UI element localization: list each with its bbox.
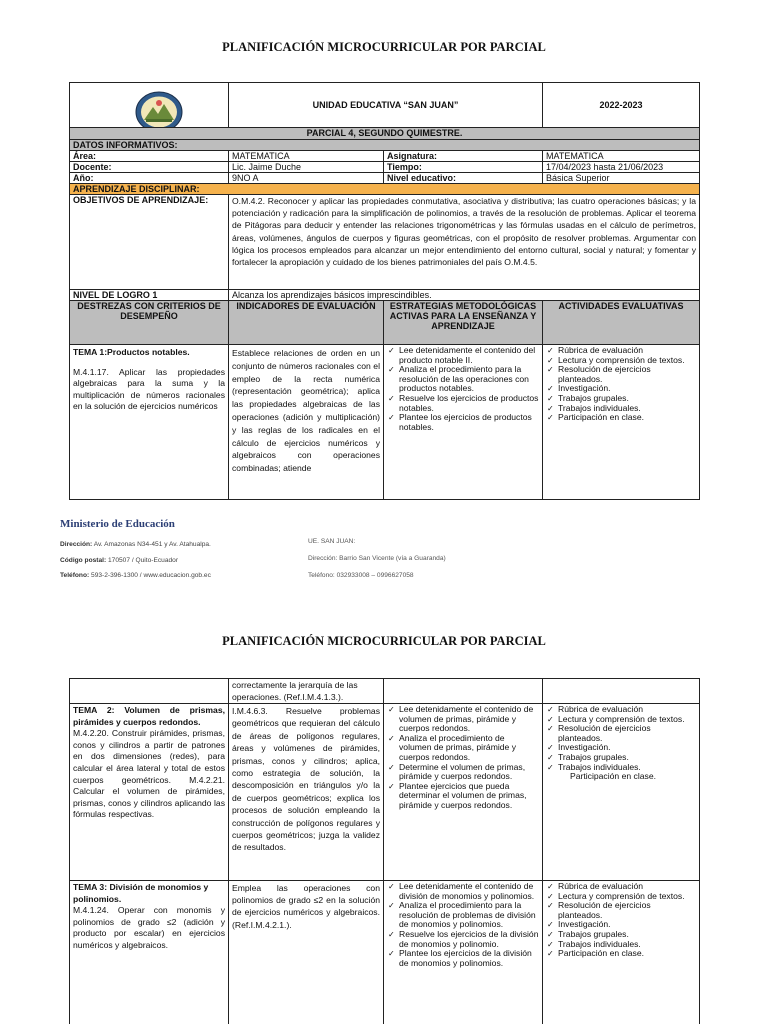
continuation-empty-4 xyxy=(543,679,700,704)
check-mark-icon: ✓ xyxy=(388,762,395,772)
col-destrezas: DESTREZAS CON CRITERIOS DE DESEMPEÑO xyxy=(70,301,229,345)
tema1-title: TEMA 1:Productos notables. xyxy=(73,347,190,357)
logro-label: NIVEL DE LOGRO 1 xyxy=(70,290,229,301)
list-item xyxy=(388,732,539,763)
nivel-label: Nivel educativo: xyxy=(384,173,543,184)
tema3-activities-list xyxy=(546,882,696,959)
tema2-activities xyxy=(543,704,700,881)
check-mark-icon: ✓ xyxy=(547,393,554,403)
check-mark-icon: ✓ xyxy=(547,355,554,365)
list-item xyxy=(547,761,696,773)
tema2-activities-list xyxy=(546,705,696,772)
tema2-indicator: I.M.4.6.3. Resuelve problemas geométricos que requieran del cálculo de áreas de polígonos regulares, áreas y volúmenes de pirámides, prismas, conos y cilindros; aplica, como estrategia de solución, la descomposición en triángulos y/o la de cuerpos geométricos; explica los procesos de solución empleando la construcción de polígonos regulares y cuerpos geométricos; juzga la validez de resultados. xyxy=(229,704,384,881)
school-contact-address: Dirección: Barrio San Vicente (vía a Guaranda) xyxy=(308,555,446,562)
tema3-strategies-list xyxy=(387,882,539,968)
list-item xyxy=(388,392,539,413)
list-item-text: Rúbrica de evaluación xyxy=(558,704,644,714)
tema3-skill-cell xyxy=(70,881,229,1024)
check-mark-icon: ✓ xyxy=(388,733,395,743)
list-item xyxy=(388,761,539,782)
list-item-text: Investigación. xyxy=(558,919,611,930)
objetivos-text: O.M.4.2. Reconocer y aplicar las propiedades conmutativa, asociativa y distributiva; las cuatro operaciones básicas; y la potenciación y radicación para la simplificación de polinomios, a través de la resolución de problemas. Aplicar el teorema de Pitágoras para deducir y entender las relaciones trigonométricas y las fórmulas usadas en el cálculo de perímetros, áreas, volúmenes, ángulos de cuerpos y figuras geométricas, con el propósito de resolver problemas. Argumentar con lógica los procesos empleados para alcanzar un mejor entendimiento del entorno cultural, social y natural; y fomentar y fortalecer la apropiación y cuidado de los bienes patrimoniales del país O.M.4.5. xyxy=(229,195,700,290)
list-item-text: Resuelve los ejercicios de la división de monomios y polinomio. xyxy=(399,928,539,949)
school-year: 2022-2023 xyxy=(543,83,700,128)
tema1-indicator: Establece relaciones de orden en un conjunto de números racionales con el empleo de la recta numérica (representación geométrica); aplica las propiedades algebraicas de las operaciones (adición y multiplicación) y las reglas de los radicales en el cálculo de ejercicios numéricos y algebraicos con operaciones combinadas; atiende xyxy=(229,345,384,500)
list-item-text: Participación en clase. xyxy=(558,412,644,423)
list-item-text: Determine el volumen de primas, pirámide y cuerpos redondos. xyxy=(399,761,526,782)
list-item xyxy=(388,704,539,734)
page-title: PLANIFICACIÓN MICROCURRICULAR POR PARCIAL xyxy=(222,40,546,54)
tema2-activity-last: Participación en clase. xyxy=(570,771,656,782)
list-item xyxy=(388,881,539,901)
tiempo-value: 17/04/2023 hasta 21/06/2023 xyxy=(543,162,700,173)
list-item-text: Lectura y comprensión de textos. xyxy=(558,354,685,365)
check-mark-icon: ✓ xyxy=(547,939,554,949)
area-value: MATEMATICA xyxy=(229,151,384,162)
check-mark-icon: ✓ xyxy=(388,393,395,403)
list-item xyxy=(388,780,539,811)
list-item xyxy=(388,900,539,930)
list-item-text: Plantee los ejercicios de productos notables. xyxy=(399,412,532,432)
anio-label: Año: xyxy=(70,173,229,184)
tema2-strategies xyxy=(384,704,543,881)
list-item xyxy=(547,723,696,743)
continuation-empty-1 xyxy=(70,679,229,704)
asignatura-label: Asignatura: xyxy=(384,151,543,162)
list-item-text: Lee detenidamente el contenido de división de monomios y polinomios. xyxy=(399,881,535,901)
list-item-text: Trabajos grupales. xyxy=(558,751,629,762)
col-indicadores: INDICADORES DE EVALUACIÓN xyxy=(229,301,384,345)
school-name: UNIDAD EDUCATIVA “SAN JUAN” xyxy=(229,83,543,128)
check-mark-icon: ✓ xyxy=(547,752,554,762)
check-mark-icon: ✓ xyxy=(547,705,554,714)
school-contact xyxy=(308,534,446,583)
list-item-text: Investigación. xyxy=(558,383,611,394)
tema1-skill-cell xyxy=(70,345,229,500)
check-mark-icon: ✓ xyxy=(547,384,554,394)
list-item-text: Analiza el procedimiento de volumen de primas, pirámide y cuerpos redondos. xyxy=(399,732,517,762)
list-item-text: Investigación. xyxy=(558,742,611,753)
list-item xyxy=(547,900,696,920)
list-item xyxy=(547,412,696,423)
list-item-text: Resolución de ejercicios planteados. xyxy=(558,364,651,384)
list-item-text: Participación en clase. xyxy=(558,948,644,959)
list-item xyxy=(388,345,539,365)
check-mark-icon: ✓ xyxy=(547,920,554,930)
check-mark-icon: ✓ xyxy=(388,882,395,891)
check-mark-icon: ✓ xyxy=(547,346,554,355)
tema3-title: TEMA 3: División de monomios y polinomios. xyxy=(73,882,209,904)
col-estrategias: ESTRATEGIAS METODOLÓGICAS ACTIVAS PARA LA ENSEÑANZA Y APRENDIZAJE xyxy=(384,301,543,345)
tema1-strategies-list xyxy=(387,346,539,432)
list-item-text: Trabajos individuales. xyxy=(558,938,641,949)
tema2-skill: M.4.2.20. Construir pirámides, prismas, conos y cilindros a partir de patrones en dos dimensiones (redes), para calcular el área lateral y total de estos cuerpos geométricos. M.4.2.21. Calcular el volumen de pirámides, prismas, conos y cilindros aplicando las fórmulas respectivas. xyxy=(73,728,225,820)
objetivos-label: OBJETIVOS DE APRENDIZAJE: xyxy=(70,195,229,290)
planning-table-page2 xyxy=(69,678,700,1024)
tema2-strategies-list xyxy=(387,705,539,811)
list-item-text: Rúbrica de evaluación xyxy=(558,345,644,355)
list-item-text: Trabajos individuales. xyxy=(558,402,641,413)
list-item xyxy=(547,948,696,959)
asignatura-value: MATEMATICA xyxy=(543,151,700,162)
list-item-text: Rúbrica de evaluación xyxy=(558,881,644,891)
list-item-text: Plantee los ejercicios de la división de monomios y polinomios. xyxy=(399,948,532,968)
school-contact-phone: Teléfono: 032933008 – 0996627058 xyxy=(308,572,414,579)
check-mark-icon: ✓ xyxy=(388,901,395,911)
list-item-text: Analiza el procedimiento para la resolución de las operaciones con productos notables. xyxy=(399,364,529,394)
check-mark-icon: ✓ xyxy=(388,949,395,959)
aprendizaje-heading: APRENDIZAJE DISCIPLINAR: xyxy=(70,184,700,195)
anio-value: 9NO A xyxy=(229,173,384,184)
tema3-indicator: Emplea las operaciones con polinomios de grado ≤2 en la solución de ejercicios numéricos y algebraicos. (Ref.I.M.4.2.1.). xyxy=(229,881,384,1024)
list-item-text: Trabajos grupales. xyxy=(558,392,629,403)
list-item xyxy=(547,364,696,384)
list-item-text: Lee detenidamente el contenido del producto notable II. xyxy=(399,345,536,365)
list-item-text: Plantee ejercicios que pueda determinar el volumen de primas, pirámide y cuerpos redondos. xyxy=(399,780,527,810)
tema1-activities xyxy=(543,345,700,500)
tema3-strategies xyxy=(384,881,543,1024)
check-mark-icon: ✓ xyxy=(388,929,395,939)
list-item-text: Resolución de ejercicios planteados. xyxy=(558,900,651,920)
check-mark-icon: ✓ xyxy=(388,346,395,355)
tema3-skill: M.4.1.24. Operar con monomis y polinomios de grado ≤2 (adición y producto por escalar) en ejercicios numéricos y algebraicos. xyxy=(73,905,225,950)
check-mark-icon: ✓ xyxy=(388,365,395,375)
area-label: Área: xyxy=(70,151,229,162)
page2-title: PLANIFICACIÓN MICROCURRICULAR POR PARCIAL xyxy=(222,634,546,648)
docente-label: Docente: xyxy=(70,162,229,173)
check-mark-icon: ✓ xyxy=(547,413,554,423)
list-item-text: Lectura y comprensión de textos. xyxy=(558,890,685,901)
ministry-block xyxy=(60,518,211,584)
docente-value: Lic. Jaime Duche xyxy=(229,162,384,173)
check-mark-icon: ✓ xyxy=(547,901,554,911)
logro-text: Alcanza los aprendizajes básicos imprescindibles. xyxy=(229,290,700,301)
list-item-text: Resuelve los ejercicios de productos notables. xyxy=(399,392,539,413)
list-item xyxy=(388,412,539,432)
ministry-postal: Código postal: 170507 / Quito-Ecuador xyxy=(60,556,179,564)
list-item-text: Trabajos individuales. xyxy=(558,761,641,772)
tema3-activities xyxy=(543,881,700,1024)
tema1-strategies xyxy=(384,345,543,500)
col-actividades: ACTIVIDADES EVALUATIVAS xyxy=(543,301,700,345)
tema1-activities-list xyxy=(546,346,696,423)
check-mark-icon: ✓ xyxy=(547,714,554,724)
list-item xyxy=(388,364,539,394)
list-item-text: Analiza el procedimiento para la resolución de problemas de división de monomios y polinomios. xyxy=(399,900,536,930)
continuation-empty-3 xyxy=(384,679,543,704)
tema1-skill: M.4.1.17. Aplicar las propiedades algebraicas para la suma y la multiplicación de números racionales en la solución de ejercicios numéricos xyxy=(73,366,225,412)
check-mark-icon: ✓ xyxy=(547,365,554,375)
planning-table-page1 xyxy=(69,82,700,500)
tema2-title: TEMA 2: Volumen de prismas, pirámides y cuerpos redondos. xyxy=(73,705,225,727)
check-mark-icon: ✓ xyxy=(388,705,395,714)
list-item xyxy=(388,948,539,968)
list-item xyxy=(388,928,539,949)
list-item-text: Lee detenidamente el contenido de volumen de primas, pirámide y cuerpos redondos. xyxy=(399,704,534,734)
tema2-skill-cell xyxy=(70,704,229,881)
datos-heading: DATOS INFORMATIVOS: xyxy=(70,140,700,151)
ministry-address: Dirección: Av. Amazonas N34-451 y Av. Atahualpa. xyxy=(60,541,211,548)
check-mark-icon: ✓ xyxy=(547,743,554,753)
check-mark-icon: ✓ xyxy=(547,762,554,772)
ministry-name: Ministerio de Educación xyxy=(60,518,175,530)
tiempo-label: Tiempo: xyxy=(384,162,543,173)
check-mark-icon: ✓ xyxy=(547,882,554,891)
nivel-value: Básica Superior xyxy=(543,173,700,184)
check-mark-icon: ✓ xyxy=(547,403,554,413)
check-mark-icon: ✓ xyxy=(388,413,395,423)
check-mark-icon: ✓ xyxy=(547,724,554,734)
parcial-heading: PARCIAL 4, SEGUNDO QUIMESTRE. xyxy=(70,128,700,140)
continuation-text: correctamente la jerarquía de las operaciones. (Ref.I.M.4.1.3.). xyxy=(229,679,384,704)
ministry-phone: Teléfono: 593-2-396-1300 / www.educacion.gob.ec xyxy=(60,572,211,579)
check-mark-icon: ✓ xyxy=(547,949,554,959)
check-mark-icon: ✓ xyxy=(547,891,554,901)
school-contact-name: UE. SAN JUAN: xyxy=(308,538,356,545)
list-item-text: Trabajos grupales. xyxy=(558,928,629,939)
list-item-text: Resolución de ejercicios planteados. xyxy=(558,723,651,743)
check-mark-icon: ✓ xyxy=(547,929,554,939)
logo-cell xyxy=(70,83,229,128)
check-mark-icon: ✓ xyxy=(388,781,395,791)
list-item-text: Lectura y comprensión de textos. xyxy=(558,713,685,724)
